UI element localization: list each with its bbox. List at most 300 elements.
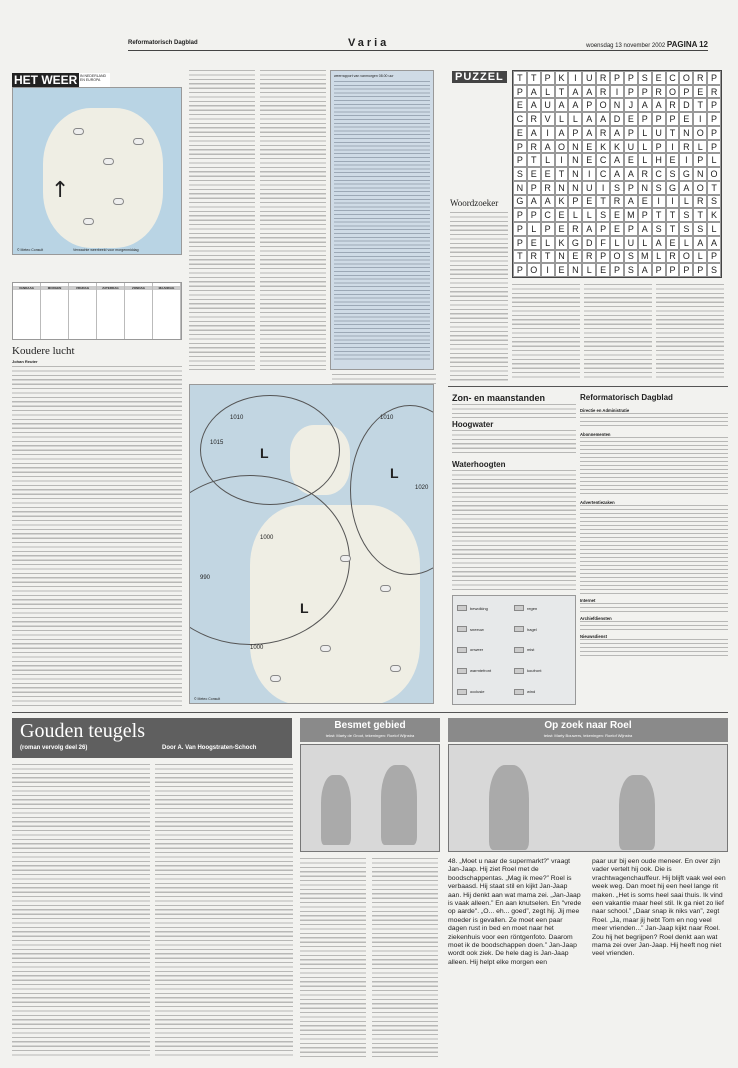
grid-letter: T <box>693 98 707 112</box>
grid-letter: L <box>638 126 652 140</box>
grid-letter: T <box>707 181 721 195</box>
grid-letter: N <box>679 126 693 140</box>
divider <box>12 712 728 713</box>
figure-drawing <box>489 765 529 850</box>
grid-letter: N <box>610 98 624 112</box>
grid-letter: C <box>513 112 527 126</box>
grid-letter: A <box>555 126 569 140</box>
grid-letter: A <box>610 153 624 167</box>
word-search-intro <box>450 212 508 382</box>
grid-letter: C <box>541 208 555 222</box>
grid-letter: T <box>652 208 666 222</box>
grid-letter: I <box>596 181 610 195</box>
grid-letter: L <box>707 153 721 167</box>
wind-arrow-icon: ↑ <box>51 178 70 203</box>
grid-letter: E <box>582 153 596 167</box>
grid-letter: E <box>527 167 541 181</box>
grid-letter: U <box>582 71 596 85</box>
grid-letter: L <box>652 250 666 264</box>
grid-letter: N <box>568 153 582 167</box>
serial-text-column <box>155 764 293 1058</box>
grid-letter: L <box>568 208 582 222</box>
grid-letter: A <box>568 85 582 99</box>
grid-letter: P <box>568 126 582 140</box>
grid-letter: P <box>707 140 721 154</box>
isobar-label: 1010 <box>380 415 394 421</box>
colofon-heading: Directie en Administratie <box>580 408 630 413</box>
grid-letter: P <box>679 263 693 277</box>
page-date: woensdag 13 november 2002 PAGINA 12 <box>586 40 708 49</box>
grid-letter: P <box>610 71 624 85</box>
grid-letter: P <box>624 181 638 195</box>
divider <box>448 386 728 387</box>
grid-letter: R <box>666 250 680 264</box>
grid-letter: P <box>707 126 721 140</box>
grid-letter: L <box>638 153 652 167</box>
cloud-icon <box>270 675 281 682</box>
map-legend <box>452 595 576 705</box>
grid-letter: K <box>555 195 569 209</box>
grid-letter: L <box>679 236 693 250</box>
grid-letter: A <box>638 263 652 277</box>
legend-item: koufront <box>514 662 571 679</box>
grid-letter: L <box>582 208 596 222</box>
grid-letter: A <box>624 167 638 181</box>
grid-letter: N <box>555 250 569 264</box>
weather-text-column <box>260 70 326 370</box>
figure-drawing <box>321 775 351 845</box>
grid-letter: I <box>652 195 666 209</box>
grid-letter: R <box>596 85 610 99</box>
cloud-icon <box>113 198 124 205</box>
grid-letter: K <box>707 208 721 222</box>
grid-letter: R <box>527 250 541 264</box>
grid-letter: I <box>541 126 555 140</box>
grid-letter: S <box>679 222 693 236</box>
comic-header-roel <box>448 718 728 742</box>
grid-letter: R <box>596 71 610 85</box>
sun-moon-text <box>452 404 576 418</box>
map-caption: Verwachte weerbeeld voor morgenmiddag <box>73 248 139 252</box>
grid-letter: P <box>513 153 527 167</box>
grid-letter: O <box>679 71 693 85</box>
isobar-label: 1000 <box>260 535 274 541</box>
cloud-icon <box>133 138 144 145</box>
isobar-label: 1000 <box>250 645 264 651</box>
grid-letter: K <box>555 236 569 250</box>
comic-header-besmet <box>300 718 440 742</box>
grid-letter: R <box>527 140 541 154</box>
grid-letter: P <box>513 208 527 222</box>
grid-letter: E <box>527 236 541 250</box>
grid-letter: S <box>624 250 638 264</box>
grid-letter: O <box>527 263 541 277</box>
grid-letter: T <box>513 71 527 85</box>
grid-letter: O <box>555 140 569 154</box>
grid-letter: I <box>541 263 555 277</box>
grid-letter: A <box>541 195 555 209</box>
comic-text-column: paar uur bij een oude meneer. En over zijn vader vertelt hij ook. Die is vrachtwagenchauffeur. Hij blijft vaak wel een week weg. Dan moet hij een heel lange rit maken. „Het is soms heel saai thuis. Ik vind een vakantie maar heel stil. Ik ga niet zo lief naar school.” „Daar snap ik niks van”, zegt Roel. „Ja, maar jij hebt Tom en nog veel meer vrienden...” Jan-Jaap kijkt naar Roel. Zou hij het begrijpen? Roel denkt aan wat mama zei over Jan-Jaap. Hij heeft nog niet veel vrienden. <box>592 858 726 958</box>
grid-letter: U <box>582 181 596 195</box>
grid-letter: E <box>582 195 596 209</box>
forecast-day: VANDAAG <box>13 283 41 339</box>
grid-letter: E <box>610 222 624 236</box>
grid-letter: P <box>624 71 638 85</box>
grid-letter: R <box>707 85 721 99</box>
grid-letter: S <box>610 181 624 195</box>
grid-letter: A <box>582 85 596 99</box>
word-search-grid <box>512 70 722 278</box>
grid-letter: E <box>624 153 638 167</box>
grid-letter: T <box>666 222 680 236</box>
grid-letter: K <box>610 140 624 154</box>
grid-letter: E <box>555 222 569 236</box>
grid-letter: C <box>652 167 666 181</box>
grid-letter: G <box>568 236 582 250</box>
grid-letter: E <box>693 85 707 99</box>
grid-letter: E <box>666 236 680 250</box>
grid-letter: L <box>555 112 569 126</box>
grid-letter: D <box>582 236 596 250</box>
grid-letter: P <box>513 222 527 236</box>
grid-letter: S <box>652 222 666 236</box>
low-pressure-label: L <box>300 600 309 616</box>
grid-letter: U <box>624 140 638 154</box>
grid-letter: O <box>610 250 624 264</box>
grid-letter: E <box>513 126 527 140</box>
low-pressure-label: L <box>390 465 399 481</box>
serial-story-header <box>12 718 292 758</box>
water-levels-text <box>452 470 576 590</box>
grid-letter: E <box>624 112 638 126</box>
forecast-table <box>12 282 182 340</box>
grid-letter: R <box>527 112 541 126</box>
grid-letter: L <box>541 85 555 99</box>
colofon <box>580 405 728 705</box>
grid-letter: P <box>707 98 721 112</box>
colofon-heading: Advertentiezaken <box>580 500 615 505</box>
figure-drawing <box>619 775 655 850</box>
grid-letter: H <box>652 153 666 167</box>
grid-letter: U <box>652 126 666 140</box>
grid-letter: A <box>707 236 721 250</box>
comic-panel <box>300 744 440 852</box>
grid-letter: R <box>693 195 707 209</box>
legend-item: mist <box>514 642 571 659</box>
cloud-icon <box>340 555 351 562</box>
grid-letter: O <box>707 167 721 181</box>
cloud-icon <box>380 585 391 592</box>
grid-letter: R <box>652 85 666 99</box>
grid-letter: S <box>624 263 638 277</box>
grid-letter: T <box>513 250 527 264</box>
cloud-icon <box>73 128 84 135</box>
forecast-day: ZONDAG <box>125 283 153 339</box>
grid-letter: A <box>652 236 666 250</box>
grid-letter: E <box>666 153 680 167</box>
grid-letter: A <box>610 167 624 181</box>
word-list <box>512 284 580 380</box>
grid-letter: S <box>679 208 693 222</box>
grid-letter: E <box>541 167 555 181</box>
grid-letter: G <box>666 181 680 195</box>
grid-letter: P <box>707 250 721 264</box>
grid-letter: P <box>624 85 638 99</box>
grid-letter: A <box>596 112 610 126</box>
grid-letter: P <box>624 126 638 140</box>
grid-letter: U <box>541 98 555 112</box>
grid-letter: L <box>693 140 707 154</box>
grid-letter: N <box>568 181 582 195</box>
grid-letter: I <box>693 112 707 126</box>
grid-letter: R <box>666 98 680 112</box>
colofon-heading: Internet <box>580 598 596 603</box>
grid-letter: A <box>582 126 596 140</box>
grid-letter: P <box>624 222 638 236</box>
grid-letter: S <box>666 167 680 181</box>
grid-letter: L <box>707 222 721 236</box>
grid-letter: P <box>513 140 527 154</box>
grid-letter: D <box>679 98 693 112</box>
grid-letter: R <box>568 222 582 236</box>
puzzle-tag: PUZZEL <box>452 71 507 83</box>
grid-letter: T <box>527 153 541 167</box>
grid-letter: C <box>596 153 610 167</box>
cloud-icon <box>390 665 401 672</box>
grid-letter: U <box>624 236 638 250</box>
grid-letter: P <box>568 195 582 209</box>
grid-letter: S <box>693 222 707 236</box>
isobar-label: 1010 <box>230 415 244 421</box>
map-credit: © Meteo Consult <box>17 248 44 252</box>
grid-letter: L <box>568 112 582 126</box>
weather-article-body <box>12 366 182 706</box>
grid-letter: T <box>596 195 610 209</box>
grid-letter: A <box>693 236 707 250</box>
grid-letter: S <box>707 263 721 277</box>
legend-item: sneeuw <box>457 621 514 638</box>
grid-letter: I <box>568 71 582 85</box>
grid-letter: L <box>638 140 652 154</box>
grid-letter: P <box>596 222 610 236</box>
grid-letter: A <box>527 126 541 140</box>
newspaper-name: Reformatorisch Dagblad <box>128 40 198 46</box>
grid-letter: L <box>527 222 541 236</box>
grid-letter: A <box>555 98 569 112</box>
comic-panel <box>448 744 728 852</box>
grid-letter: L <box>679 195 693 209</box>
grid-letter: I <box>666 140 680 154</box>
grid-letter: O <box>693 126 707 140</box>
grid-letter: D <box>610 112 624 126</box>
serial-subtitle: (roman vervolg deel 26) <box>20 745 88 751</box>
grid-letter: A <box>624 195 638 209</box>
legend-item: hagel <box>514 621 571 638</box>
map-credit: © Meteo Consult <box>194 697 221 701</box>
grid-letter: R <box>610 195 624 209</box>
grid-letter: L <box>541 153 555 167</box>
grid-letter: P <box>527 181 541 195</box>
colofon-heading: Abonnementen <box>580 432 611 437</box>
temperature-report: weerrapport van vanmorgen 08.00 uur <box>330 70 434 370</box>
grid-letter: A <box>679 181 693 195</box>
netherlands-weather-map <box>12 87 182 255</box>
grid-letter: A <box>582 222 596 236</box>
grid-letter: L <box>638 236 652 250</box>
grid-letter: N <box>568 263 582 277</box>
grid-letter: N <box>693 167 707 181</box>
grid-letter: P <box>638 85 652 99</box>
grid-letter: A <box>527 98 541 112</box>
grid-letter: A <box>582 112 596 126</box>
grid-letter: L <box>693 250 707 264</box>
isobar-label: 1020 <box>415 485 429 491</box>
grid-letter: P <box>638 112 652 126</box>
serial-text-column <box>12 764 150 1058</box>
grid-letter: R <box>582 250 596 264</box>
grid-letter: I <box>555 153 569 167</box>
colofon-heading: Nieuwsdienst <box>580 634 607 639</box>
grid-letter: E <box>582 140 596 154</box>
grid-letter: R <box>693 71 707 85</box>
grid-letter: T <box>666 208 680 222</box>
grid-letter: A <box>568 98 582 112</box>
grid-letter: E <box>596 263 610 277</box>
grid-letter: I <box>582 167 596 181</box>
grid-letter: S <box>707 195 721 209</box>
weather-text-column <box>189 70 255 370</box>
grid-letter: E <box>638 195 652 209</box>
colofon-heading: Archiefdiensten <box>580 616 612 621</box>
word-list <box>656 284 724 380</box>
grid-letter: A <box>652 98 666 112</box>
word-list <box>584 284 652 380</box>
grid-letter: T <box>693 208 707 222</box>
grid-letter: O <box>693 181 707 195</box>
grid-letter: T <box>555 85 569 99</box>
high-water-text <box>452 430 576 456</box>
grid-letter: A <box>541 140 555 154</box>
cloud-icon <box>103 158 114 165</box>
grid-letter: P <box>596 250 610 264</box>
grid-letter: N <box>638 181 652 195</box>
grid-letter: P <box>707 112 721 126</box>
grid-letter: T <box>541 250 555 264</box>
grid-letter: T <box>666 126 680 140</box>
grid-letter: S <box>638 71 652 85</box>
grid-letter: I <box>666 195 680 209</box>
grid-letter: G <box>513 195 527 209</box>
grid-letter: P <box>513 85 527 99</box>
grid-letter: C <box>596 167 610 181</box>
grid-letter: P <box>652 112 666 126</box>
legend-item: onweer <box>457 642 514 659</box>
grid-letter: R <box>638 167 652 181</box>
cloud-icon <box>83 218 94 225</box>
grid-letter: N <box>568 140 582 154</box>
grid-letter: K <box>555 71 569 85</box>
grid-letter: I <box>610 85 624 99</box>
grid-letter: E <box>652 71 666 85</box>
grid-letter: L <box>582 263 596 277</box>
weather-logo: HET WEER IN NEDERLAND EN EUROPA <box>12 73 110 87</box>
grid-letter: O <box>666 85 680 99</box>
serial-author: Door A. Van Hoogstraten-Schoch <box>162 745 257 751</box>
grid-letter: R <box>541 181 555 195</box>
grid-letter: J <box>624 98 638 112</box>
low-pressure-label: L <box>260 445 269 461</box>
grid-letter: L <box>541 236 555 250</box>
grid-letter: A <box>638 222 652 236</box>
grid-letter: K <box>596 140 610 154</box>
grid-letter: R <box>679 140 693 154</box>
word-search-title: Woordzoeker <box>450 198 499 208</box>
grid-letter: P <box>652 263 666 277</box>
grid-letter: R <box>596 126 610 140</box>
forecast-day: MAANDAG <box>153 283 181 339</box>
grid-letter: P <box>513 263 527 277</box>
grid-letter: C <box>666 71 680 85</box>
grid-letter: O <box>679 250 693 264</box>
grid-letter: P <box>707 71 721 85</box>
grid-letter: E <box>610 208 624 222</box>
grid-letter: S <box>513 167 527 181</box>
grid-letter: A <box>610 126 624 140</box>
grid-letter: P <box>541 71 555 85</box>
grid-letter: P <box>652 140 666 154</box>
legend-item: warmtefront <box>457 662 514 679</box>
legend-item: occlusie <box>457 683 514 700</box>
grid-letter: V <box>541 112 555 126</box>
comic-text-column: 48. „Moet u naar de supermarkt?” vraagt Jan-Jaap. Hij ziet Roel met de boodschappentas. „Mag ik mee?” Roel is verbaasd. Hij staat stil en kijkt Jan-Jaap aan. Hij denkt aan wat mama zei. „Jan-Jaap is vaak alleen.” En aan knutselen. En "vrede op aarde". „O... eh... goed”, zegt hij. Jij mee moeder is gevallen. Ze moet een paar dagen rust in bed en moet naar het ziekenhuis voor een röntgenfoto. Daarom moet ik de boodschappen doen.” Jan-Jaap wordt ook ziek. De hele dag is Jan-Jaap alleen. Hij helpt elke morgen een <box>448 858 582 966</box>
grid-letter: S <box>596 208 610 222</box>
cloud-icon <box>320 645 331 652</box>
isobar-label: 990 <box>200 575 211 581</box>
grid-letter: P <box>582 98 596 112</box>
comic-text-column <box>372 858 438 1058</box>
forecast-day: ZATERDAG <box>97 283 125 339</box>
grid-letter: O <box>596 98 610 112</box>
grid-letter: E <box>555 263 569 277</box>
weather-article-title: Koudere lucht <box>12 345 75 357</box>
grid-letter: P <box>666 263 680 277</box>
grid-letter: P <box>666 112 680 126</box>
grid-letter: P <box>541 222 555 236</box>
grid-letter: A <box>527 195 541 209</box>
grid-letter: P <box>527 208 541 222</box>
grid-letter: P <box>693 153 707 167</box>
grid-letter: S <box>652 181 666 195</box>
grid-letter: A <box>527 85 541 99</box>
europe-weather-map <box>189 384 434 704</box>
grid-letter: E <box>513 98 527 112</box>
serial-title: Gouden teugels <box>20 720 145 742</box>
high-water-title: Hoogwater <box>452 420 494 429</box>
comic-credits: tekst: Marty Bouwers, tekeningen: Roelof Wijnstra <box>543 733 633 738</box>
grid-letter: F <box>596 236 610 250</box>
grid-letter: G <box>679 167 693 181</box>
grid-letter: P <box>610 263 624 277</box>
page-header <box>128 37 708 51</box>
comic-text-column <box>300 858 366 1058</box>
grid-letter: T <box>555 167 569 181</box>
grid-letter: P <box>679 85 693 99</box>
grid-letter: N <box>513 181 527 195</box>
grid-letter: N <box>568 167 582 181</box>
grid-letter: M <box>624 208 638 222</box>
grid-letter: T <box>527 71 541 85</box>
comic-title: Op zoek naar Roel <box>544 720 632 731</box>
